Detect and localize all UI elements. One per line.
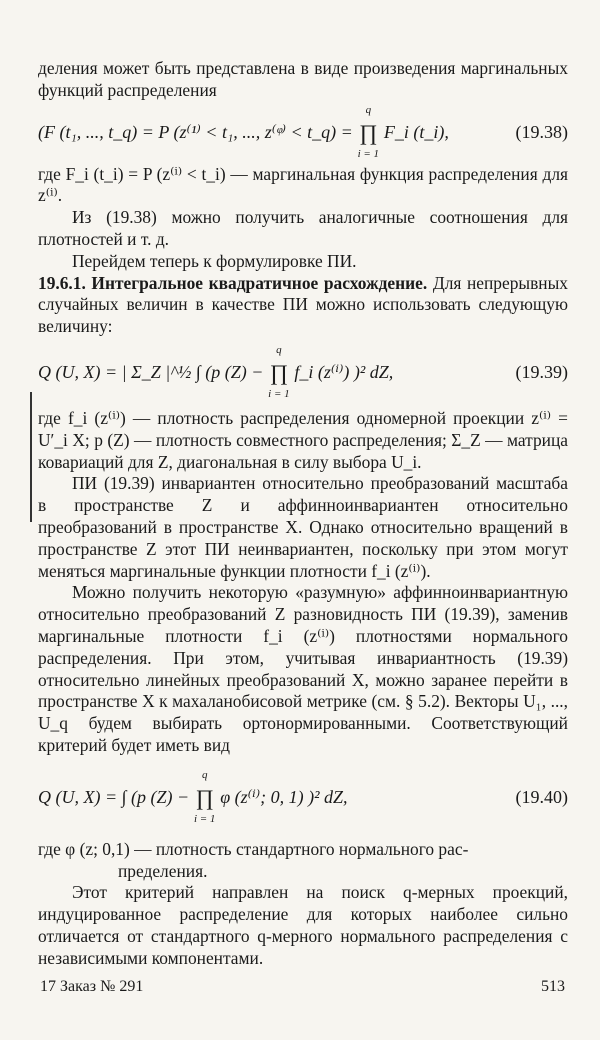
paragraph-affine: Можно получить некоторую «разумную» аффинноинвариантную относительно преобразований Z разновидность ПИ (19.39), заменив маргинальные плотности f_i (z⁽ⁱ⁾) плотностями нормального распределения. При этом, учитывая инвариантность (19.39) относительно линейных преобразований X, можно заранее перейти в пространстве X к махаланобисовой метрике (см. § 5.2). Векторы U₁, ..., U_q будем выбирать ортонормированными. Соответствующий критерий будет иметь вид xyxy=(38,582,568,755)
eq2-left: Q (U, X) = | Σ_Z |^½ ∫ (p (Z) − xyxy=(38,362,264,382)
equation-number: (19.39) xyxy=(515,361,568,382)
paragraph-definitions: где f_i (z⁽ⁱ⁾) — плотность распределения одномерной проекции z⁽ⁱ⁾ = U′_i X; p (Z) — плотность совместного распределения; Σ_Z — матрица ковариаций для Z, диагональная в силу выбора U_i. xyxy=(38,407,568,472)
product-operator: q ∏ i = 1 xyxy=(268,343,290,400)
eq3-right: φ (z⁽ⁱ⁾; 0, 1) )² dZ, xyxy=(220,786,348,807)
section-heading: 19.6.1. Интегральное квадратичное расхождение. xyxy=(38,272,428,293)
equation-number: (19.38) xyxy=(515,121,568,142)
equation-number: (19.40) xyxy=(515,786,568,807)
page-number: 513 xyxy=(541,978,565,995)
paragraph-marginal: где F_i (t_i) = P (z⁽ⁱ⁾ < t_i) — маргинальная функция распределения для z⁽ⁱ⁾. xyxy=(38,163,568,206)
paragraph-intro: деления может быть представлена в виде произведения маргинальных функций распределения xyxy=(38,58,568,100)
paragraph-phi-a: где φ (z; 0,1) — плотность стандартного нормального рас- xyxy=(38,838,469,859)
equation-19-38 xyxy=(38,102,568,164)
eq2-right: f_i (z⁽ⁱ⁾) )² dZ, xyxy=(294,362,394,382)
equation-19-40 xyxy=(38,757,568,839)
paragraph-conclusion: Этот критерий направлен на поиск q-мерных проекций, индуцированное распределение для которых наиболее сильно отличается от стандартного q-мерного нормального распределения с независимыми компонентами. xyxy=(38,882,568,968)
product-operator: q ∏ i = 1 xyxy=(193,768,216,825)
paragraph-invariance: ПИ (19.39) инвариантен относительно преобразований масштаба в пространстве Z и аффинноинвариантен относительно преобразований в пространстве X. Однако относительно вращений в пространстве Z этот ПИ неинвариантен, поскольку при этом могут меняться маргинальные функции плотности f_i (z⁽ⁱ⁾). xyxy=(38,473,568,581)
paragraph-phi-b: пределения. xyxy=(118,860,208,881)
paragraph-analogous: Из (19.38) можно получить аналогичные соотношения для плотностей и т. д. xyxy=(38,207,568,249)
eq1-left: (F (t₁, ..., t_q) = P (z⁽¹⁾ < t₁, ..., z⁽ᵠ⁾ < t_q) = xyxy=(38,121,353,142)
eq3-left: Q (U, X) = ∫ (p (Z) − xyxy=(38,786,190,807)
section-text: Для непрерывных случайных величин в качестве ПИ можно использовать следующую величину: xyxy=(38,272,568,337)
page-footer xyxy=(40,978,565,996)
footer-signature: 17 Заказ № 291 xyxy=(40,978,144,995)
equation-19-39 xyxy=(38,338,568,408)
margin-bar xyxy=(30,392,32,522)
paragraph-transition: Перейдем теперь к формулировке ПИ. xyxy=(72,250,357,271)
eq1-right: F_i (t_i), xyxy=(383,121,449,142)
product-operator: q ∏ i = 1 xyxy=(357,103,380,160)
section-heading-paragraph xyxy=(38,273,568,338)
page-body xyxy=(38,58,568,970)
